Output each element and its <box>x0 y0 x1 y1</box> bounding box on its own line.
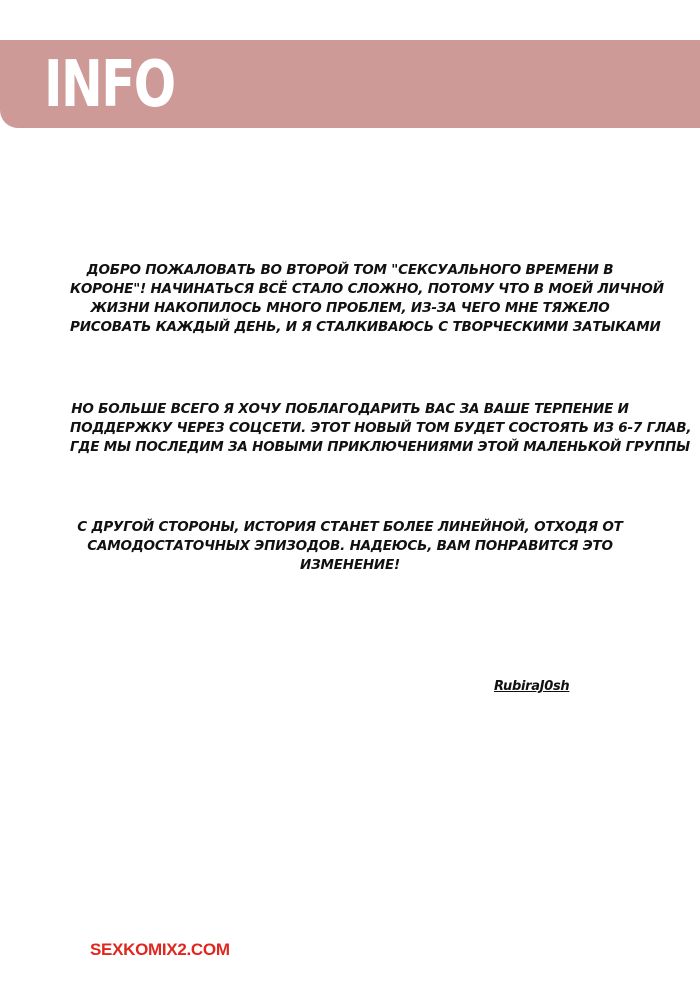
paragraph-line: ПОДДЕРЖКУ ЧЕРЕЗ СОЦСЕТИ. ЭТОТ НОВЫЙ ТОМ БУДЕТ СОСТОЯТЬ ИЗ 6-7 ГЛАВ, <box>70 420 692 436</box>
page-title: INFO <box>44 48 175 122</box>
author-signature: RubiraJ0sh <box>494 679 570 694</box>
paragraph-line: ДОБРО ПОЖАЛОВАТЬ ВО ВТОРОЙ ТОМ "СЕКСУАЛЬНОГО ВРЕМЕНИ В <box>86 262 614 278</box>
watermark-part-sex: SEX <box>90 940 124 959</box>
paragraph-line: КОРОНЕ"! НАЧИНАТЬСЯ ВСЁ СТАЛО СЛОЖНО, ПОТОМУ ЧТО В МОЕЙ ЛИЧНОЙ <box>70 281 664 297</box>
paragraph-line: РИСОВАТЬ КАЖДЫЙ ДЕНЬ, И Я СТАЛКИВАЮСЬ С ТВОРЧЕСКИМИ ЗАТЫКАМИ <box>70 319 661 335</box>
paragraph-line: САМОДОСТАТОЧНЫХ ЭПИЗОДОВ. НАДЕЮСЬ, ВАМ ПОНРАВИТСЯ ЭТО <box>87 538 613 554</box>
paragraph-line: НО БОЛЬШЕ ВСЕГО Я ХОЧУ ПОБЛАГОДАРИТЬ ВАС ЗА ВАШЕ ТЕРПЕНИЕ И <box>71 401 629 417</box>
story-paragraph <box>70 518 630 575</box>
paragraph-line: ЖИЗНИ НАКОПИЛОСЬ МНОГО ПРОБЛЕМ, ИЗ-ЗА ЧЕГО МНЕ ТЯЖЕЛО <box>90 300 610 316</box>
header-bar <box>0 40 700 128</box>
thanks-paragraph <box>70 400 692 457</box>
watermark-part-domain: KOMIX2.COM <box>123 940 230 959</box>
intro-paragraph <box>70 261 664 337</box>
paragraph-line: ГДЕ МЫ ПОСЛЕДИМ ЗА НОВЫМИ ПРИКЛЮЧЕНИЯМИ ЭТОЙ МАЛЕНЬКОЙ ГРУППЫ <box>70 439 690 455</box>
watermark <box>90 940 230 960</box>
paragraph-line: ИЗМЕНЕНИЕ! <box>299 557 401 573</box>
paragraph-line: С ДРУГОЙ СТОРОНЫ, ИСТОРИЯ СТАНЕТ БОЛЕЕ ЛИНЕЙНОЙ, ОТХОДЯ ОТ <box>77 519 623 535</box>
